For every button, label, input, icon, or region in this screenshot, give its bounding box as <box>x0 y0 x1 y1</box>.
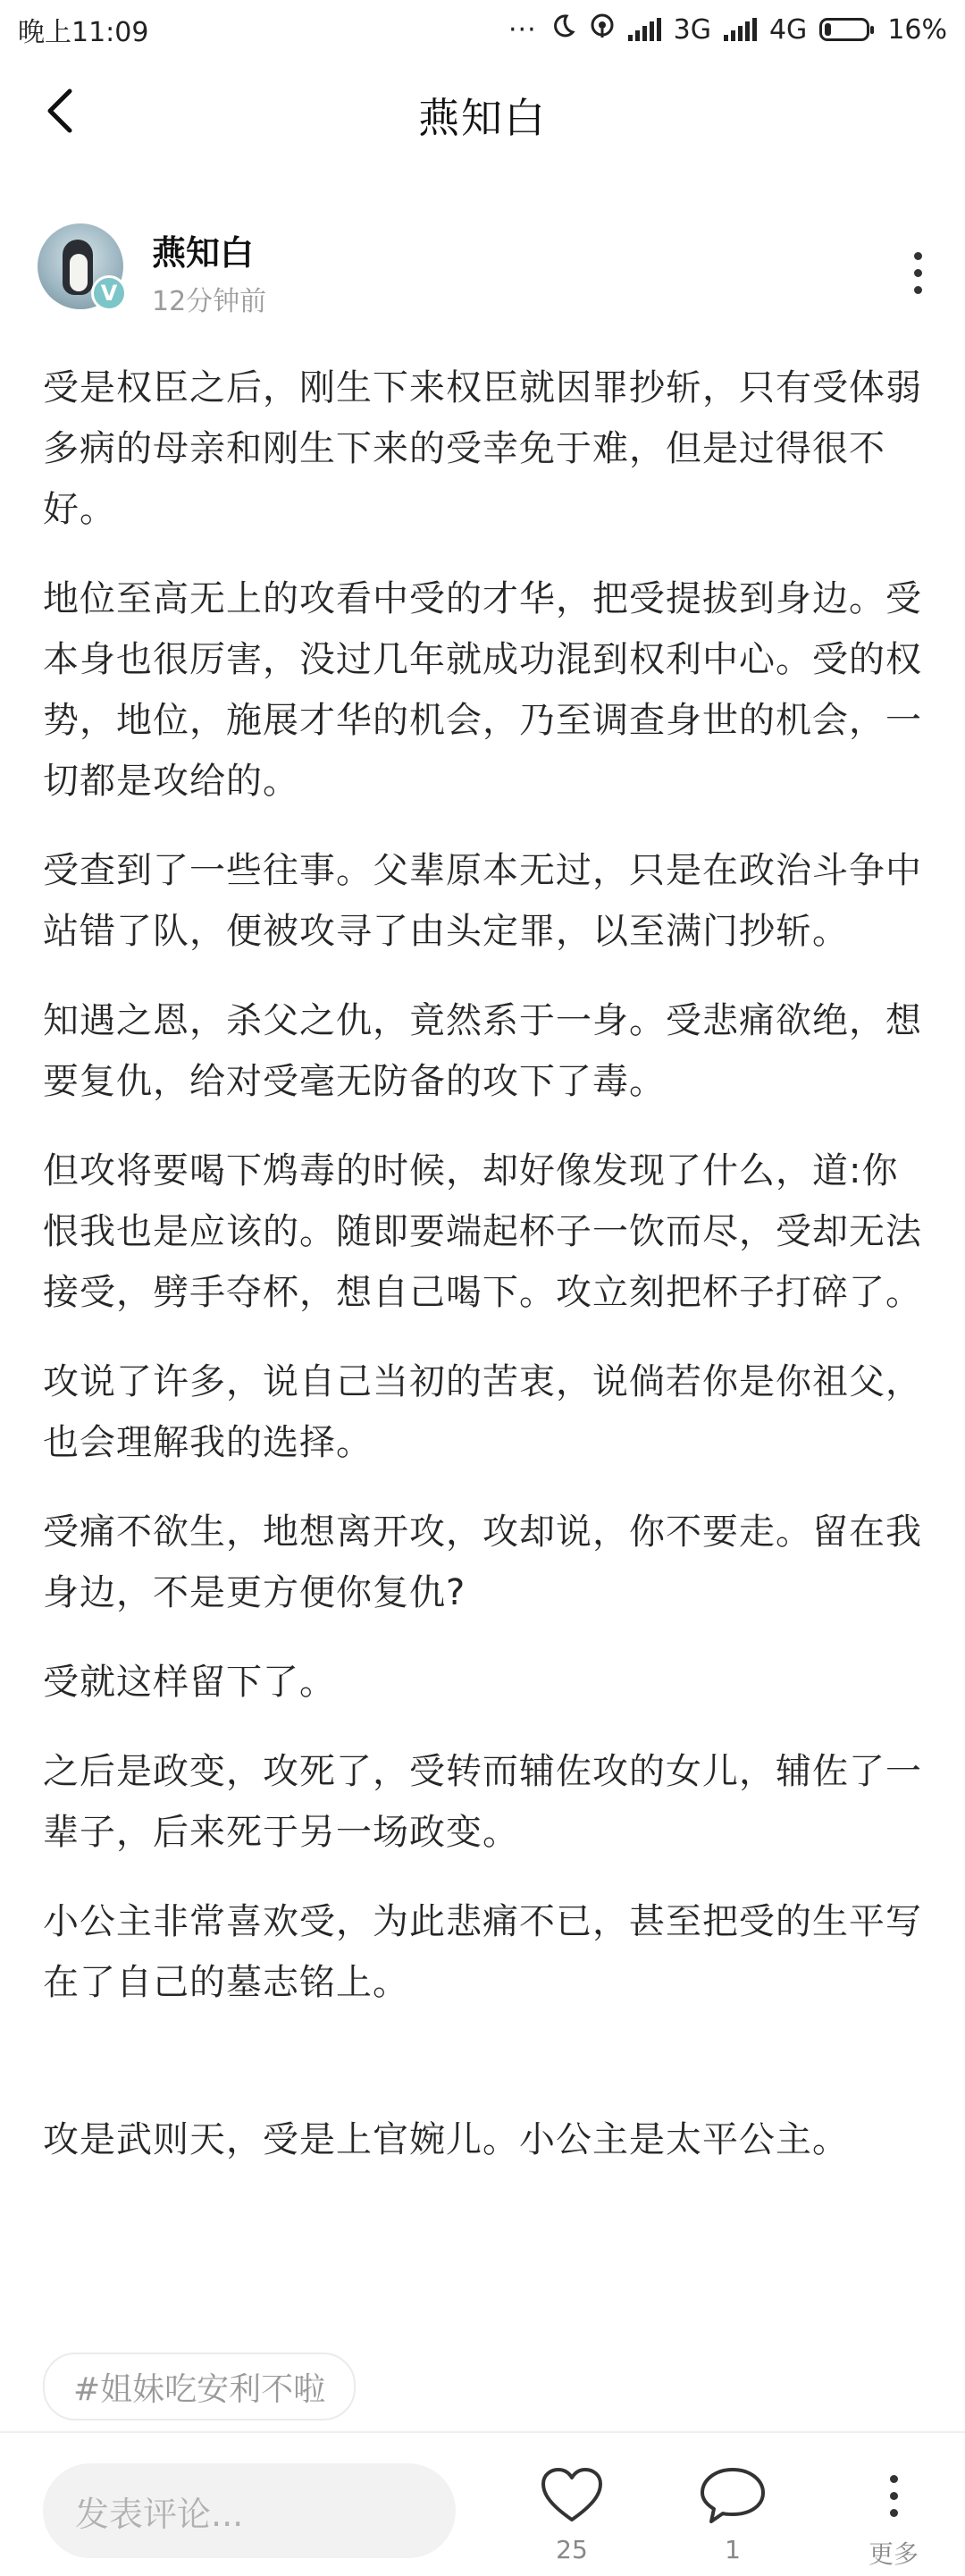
paragraph: 地位至高无上的攻看中受的才华，把受提拔到身边。受本身也很厉害，没过几年就成功混到权利中心。受的权势，地位，施展才华的机会，乃至调查身世的机会，一切都是攻给的。 <box>43 578 922 802</box>
page-title: 燕知白 <box>418 94 547 142</box>
topic-tag[interactable]: #姐妹吃安利不啦 <box>43 2353 356 2420</box>
paragraph: 受查到了一些往事。父辈原本无过，只是在政治斗争中站错了队，便被攻寻了由头定罪，以至满门抄斩。 <box>43 850 922 952</box>
heart-icon <box>536 2460 608 2531</box>
paragraph: 知遇之恩，杀父之仇，竟然系于一身。受悲痛欲绝，想要复仇，给对受毫无防备的攻下了毒。 <box>43 1000 922 1102</box>
hotspot-icon <box>589 13 616 46</box>
paragraph: 攻说了许多，说自己当初的苦衷，说倘若你是你祖父，也会理解我的选择。 <box>43 1361 922 1463</box>
author-name[interactable]: 燕知白 <box>152 233 255 273</box>
bottom-action-bar <box>0 2431 965 2576</box>
nav-bar <box>0 59 965 170</box>
more-actions-button[interactable] <box>840 2460 947 2571</box>
network-4g-label: 4G <box>768 13 808 46</box>
network-3g-label: 3G <box>673 13 711 46</box>
vertical-dots-icon <box>858 2460 929 2531</box>
status-time: 晚上11:09 <box>18 17 149 48</box>
post-body <box>43 358 927 2199</box>
paragraph: 受痛不欲生，地想离开攻，攻却说，你不要走。留在我身边，不是更方便你复仇? <box>43 1511 922 1613</box>
comment-count: 1 <box>725 2535 741 2564</box>
moon-icon <box>550 13 576 46</box>
verified-badge-icon <box>91 275 127 311</box>
avatar[interactable] <box>38 223 123 309</box>
comment-input[interactable]: 发表评论... <box>43 2463 456 2558</box>
status-dots: ··· <box>508 13 537 46</box>
post-more-button[interactable] <box>895 241 940 304</box>
like-count: 25 <box>556 2535 588 2564</box>
paragraph: 之后是政变，攻死了，受转而辅佐攻的女儿，辅佐了一辈子，后来死于另一场政变。 <box>43 1751 922 1853</box>
comment-button[interactable] <box>679 2460 786 2564</box>
paragraph: 但攻将要喝下鸩毒的时候，却好像发现了什么，道:你恨我也是应该的。随即要端起杯子一饮而尽，受却无法接受，劈手夺杯，想自己喝下。攻立刻把杯子打碎了。 <box>43 1150 922 1313</box>
speech-bubble-icon <box>697 2460 768 2531</box>
paragraph: 受是权臣之后，刚生下来权臣就因罪抄斩，只有受体弱多病的母亲和刚生下来的受幸免于难，但是过得很不好。 <box>43 367 922 530</box>
paragraph: 小公主非常喜欢受，为此悲痛不已，甚至把受的生平写在了自己的墓志铭上。 <box>43 1901 922 2003</box>
battery-icon <box>819 18 869 41</box>
paragraph: 受就这样留下了。 <box>43 1662 336 1703</box>
signal-icon-2 <box>724 18 757 41</box>
like-button[interactable] <box>518 2460 625 2564</box>
verified-mark: V <box>100 281 118 306</box>
paragraph: 攻是武则天，受是上官婉儿。小公主是太平公主。 <box>43 2119 849 2160</box>
more-label: 更多 <box>868 2539 919 2569</box>
post-timestamp: 12分钟前 <box>152 286 267 317</box>
author-header <box>0 223 965 322</box>
status-bar <box>0 0 965 59</box>
signal-icon <box>628 18 661 41</box>
battery-percent: 16% <box>887 13 947 46</box>
